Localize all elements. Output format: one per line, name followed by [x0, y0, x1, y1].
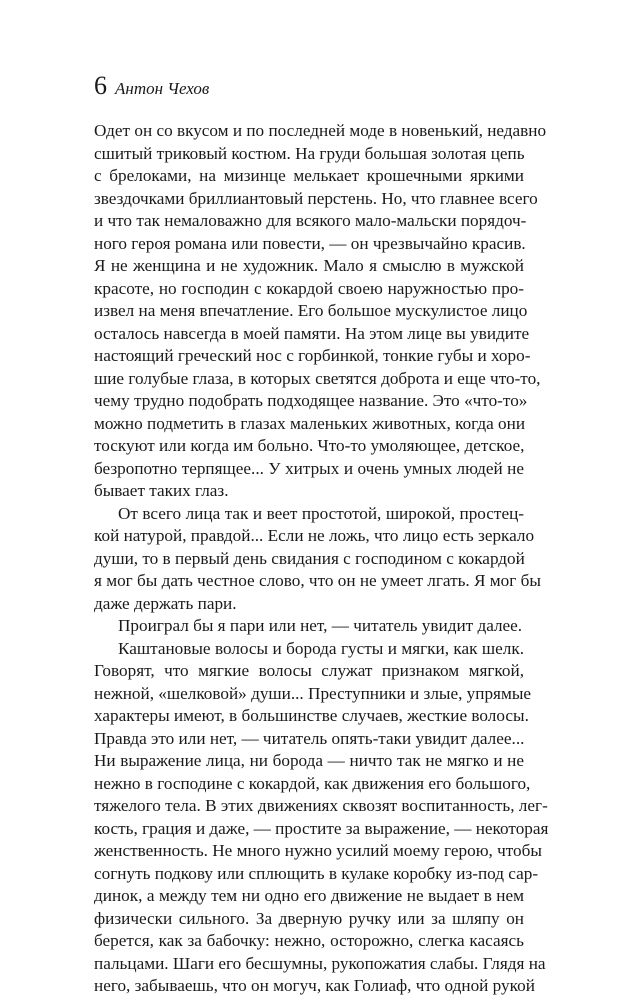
page-number: 6 — [94, 71, 107, 100]
text-line: тоскуют или когда им больно. Что-то умоляющее, детское, — [94, 436, 525, 455]
text-line: извел на меня впечатление. Его большое мускулистое лицо — [94, 301, 528, 320]
text-line: даже держать пари. — [94, 593, 237, 613]
text-line: нежно в господине с кокардой, как движения его большого, — [94, 773, 531, 793]
text-line: нежной, «шелковой» души... Преступники и злые, упрямые — [94, 683, 532, 703]
text-line: шие голубые глаза, в которых светятся доброта и еще что-то, — [94, 368, 541, 388]
page-header — [94, 66, 209, 106]
text-line: кой натурой, правдой... Если не ложь, что лицо есть зеркало — [94, 526, 535, 545]
running-head: Антон Чехов — [115, 79, 210, 98]
text-line: бывает таких глаз. — [94, 481, 229, 500]
text-line: чему трудно подобрать подходящее название. Это «что-то» — [94, 391, 528, 410]
text-line: Правда это или нет, — читатель опять-таки увидит далее... — [94, 728, 525, 748]
text-line: я мог бы дать честное слово, что он не умеет лгать. Я мог бы — [94, 571, 541, 590]
text-line: ного героя романа или повести, — он чрезвычайно красив. — [94, 233, 526, 253]
text-line: Проиграл бы я пари или нет, — читатель увидит далее. — [118, 616, 523, 635]
text-line: физически сильного. За дверную ручку или за шляпу он — [94, 908, 524, 928]
text-line: Говорят, что мягкие волосы служат признаком мягкой, — [94, 661, 524, 680]
text-line: него, забываешь, что он могуч, как Голиаф, что одной рукой — [94, 976, 535, 995]
text-line: безропотно терпящее... У хитрых и очень умных людей не — [94, 458, 524, 478]
text-line: осталось навсегда в моей памяти. На этом лице вы увидите — [94, 323, 530, 343]
text-line: характеры имеют, в большинстве случаев, жесткие волосы. — [94, 706, 529, 725]
text-line: Одет он со вкусом и по последней моде в новенький, недавно — [94, 121, 547, 140]
text-line: пальцами. Шаги его бесшумны, рукопожатия слабы. Глядя на — [94, 953, 546, 973]
body-text — [94, 120, 549, 998]
text-line: Ни выражение лица, ни борода — ничто так не мягко и не — [94, 751, 524, 770]
text-line: души, то в первый день свидания с господином с кокардой — [94, 548, 525, 568]
text-line: с брелоками, на мизинце мелькает крошечными яркими — [94, 166, 524, 185]
text-line: кость, грация и даже, — простите за выражение, — некоторая — [94, 818, 549, 838]
text-line: Я не женщина и не художник. Мало я смыслю в мужской — [94, 256, 524, 275]
text-line: берется, как за бабочку: нежно, осторожно, слегка касаясь — [94, 931, 524, 950]
text-line: женственность. Не много нужно усилий моему герою, чтобы — [94, 841, 542, 860]
text-line: согнуть подкову или сплющить в кулаке коробку из-под сар- — [94, 863, 539, 883]
text-line: динок, а между тем ни одно его движение не выдает в нем — [94, 886, 524, 905]
text-line: тяжелого тела. В этих движениях сквозят воспитанность, лег- — [94, 796, 548, 815]
text-line: и что так немаловажно для всякого мало-мальски порядоч- — [94, 211, 527, 230]
text-line: звездочками бриллиантовый перстень. Но, что главнее всего — [94, 188, 538, 208]
text-line: настоящий греческий нос с горбинкой, тонкие губы и хоро- — [94, 346, 531, 365]
text-line: сшитый триковый костюм. На груди большая золотая цепь — [94, 143, 525, 163]
text-line: можно подметить в глазах маленьких животных, когда они — [94, 413, 526, 433]
text-line: красоте, но господин с кокардой своею наружностью про- — [94, 278, 524, 298]
text-line: Каштановые волосы и борода густы и мягки, как шелк. — [118, 638, 524, 658]
text-line: От всего лица так и веет простотой, широкой, простец- — [118, 503, 524, 523]
